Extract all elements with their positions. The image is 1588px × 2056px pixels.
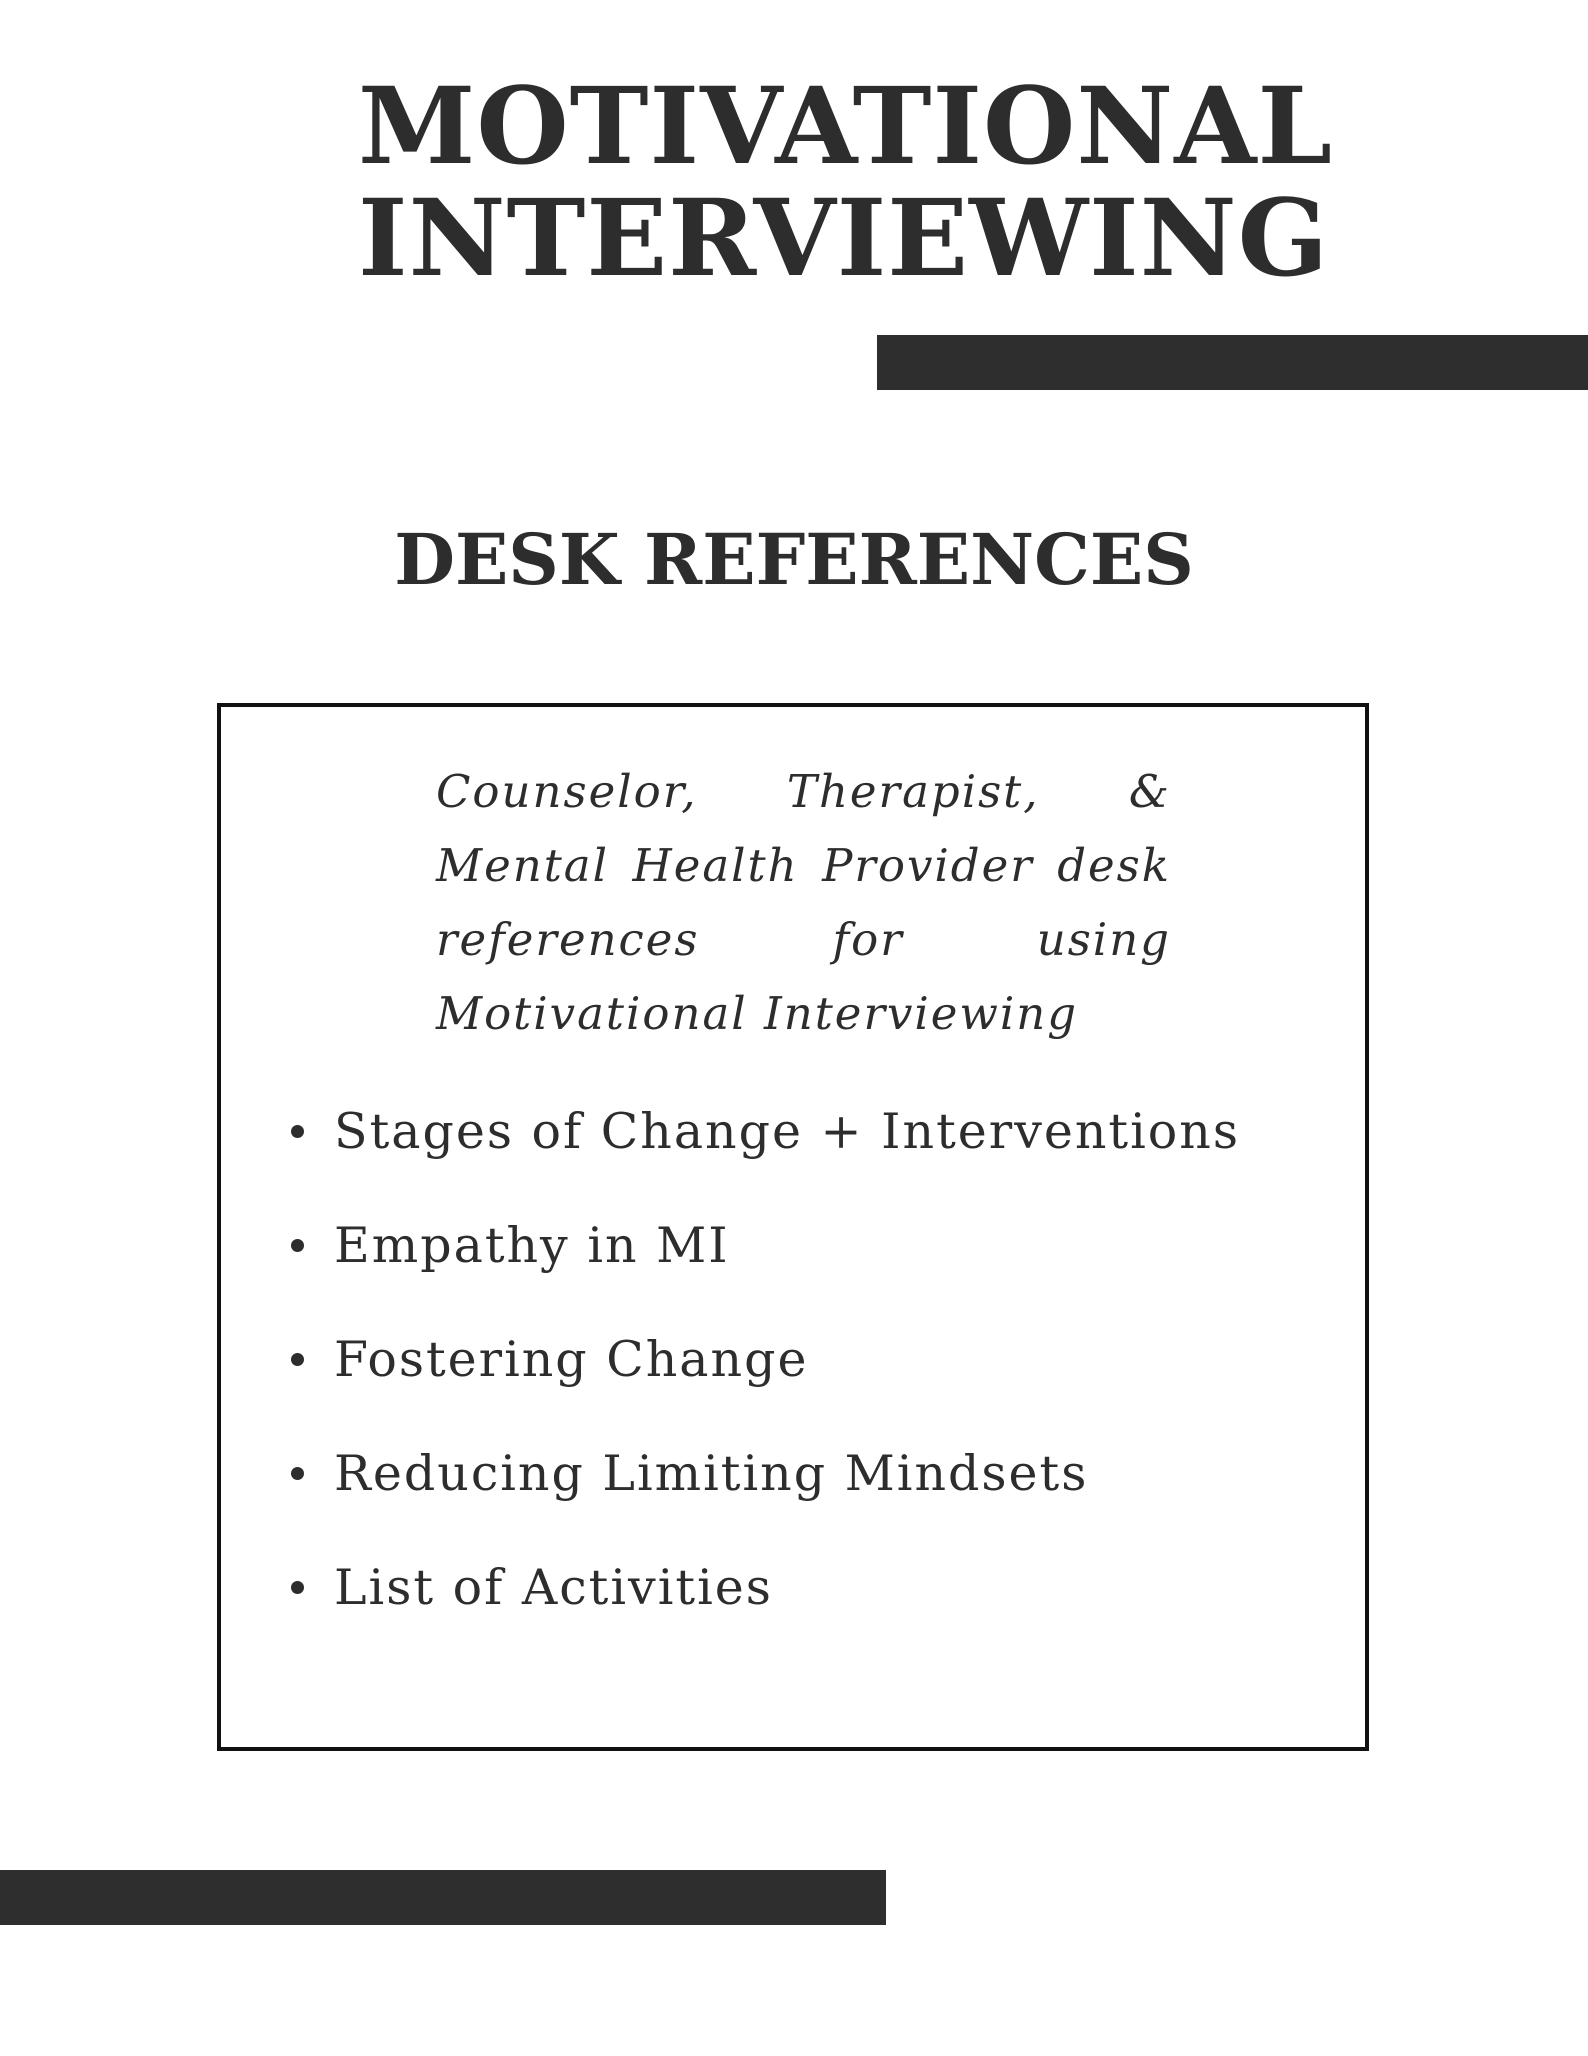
list-item [291,1439,1351,1553]
list-item [291,1325,1351,1439]
bottom-accent-bar [0,1870,886,1925]
topic-label: List of Activities [334,1559,773,1616]
topic-label: Fostering Change [334,1331,809,1388]
topic-label: Reducing Limiting Mindsets [334,1445,1089,1502]
list-item [291,1097,1351,1211]
topic-list [291,1097,1351,1667]
bullet-icon [291,1467,304,1480]
bullet-icon [291,1239,304,1252]
topic-label: Stages of Change + Interventions [334,1103,1240,1160]
title-block [358,63,1358,300]
list-item [291,1211,1351,1325]
info-box [217,703,1369,1751]
top-accent-bar [877,335,1588,390]
title-line-2: INTERVIEWING [358,175,1330,300]
title-line-1: MOTIVATIONAL [358,63,1334,188]
bullet-icon [291,1581,304,1594]
list-item [291,1553,1351,1667]
bullet-icon [291,1353,304,1366]
subtitle: DESK REFERENCES [394,518,1194,601]
description-text: Counselor, Therapist, & Mental Health Provider desk references for using Motivational Interviewing [436,765,1171,1040]
topic-label: Empathy in MI [334,1217,730,1274]
bullet-icon [291,1125,304,1138]
